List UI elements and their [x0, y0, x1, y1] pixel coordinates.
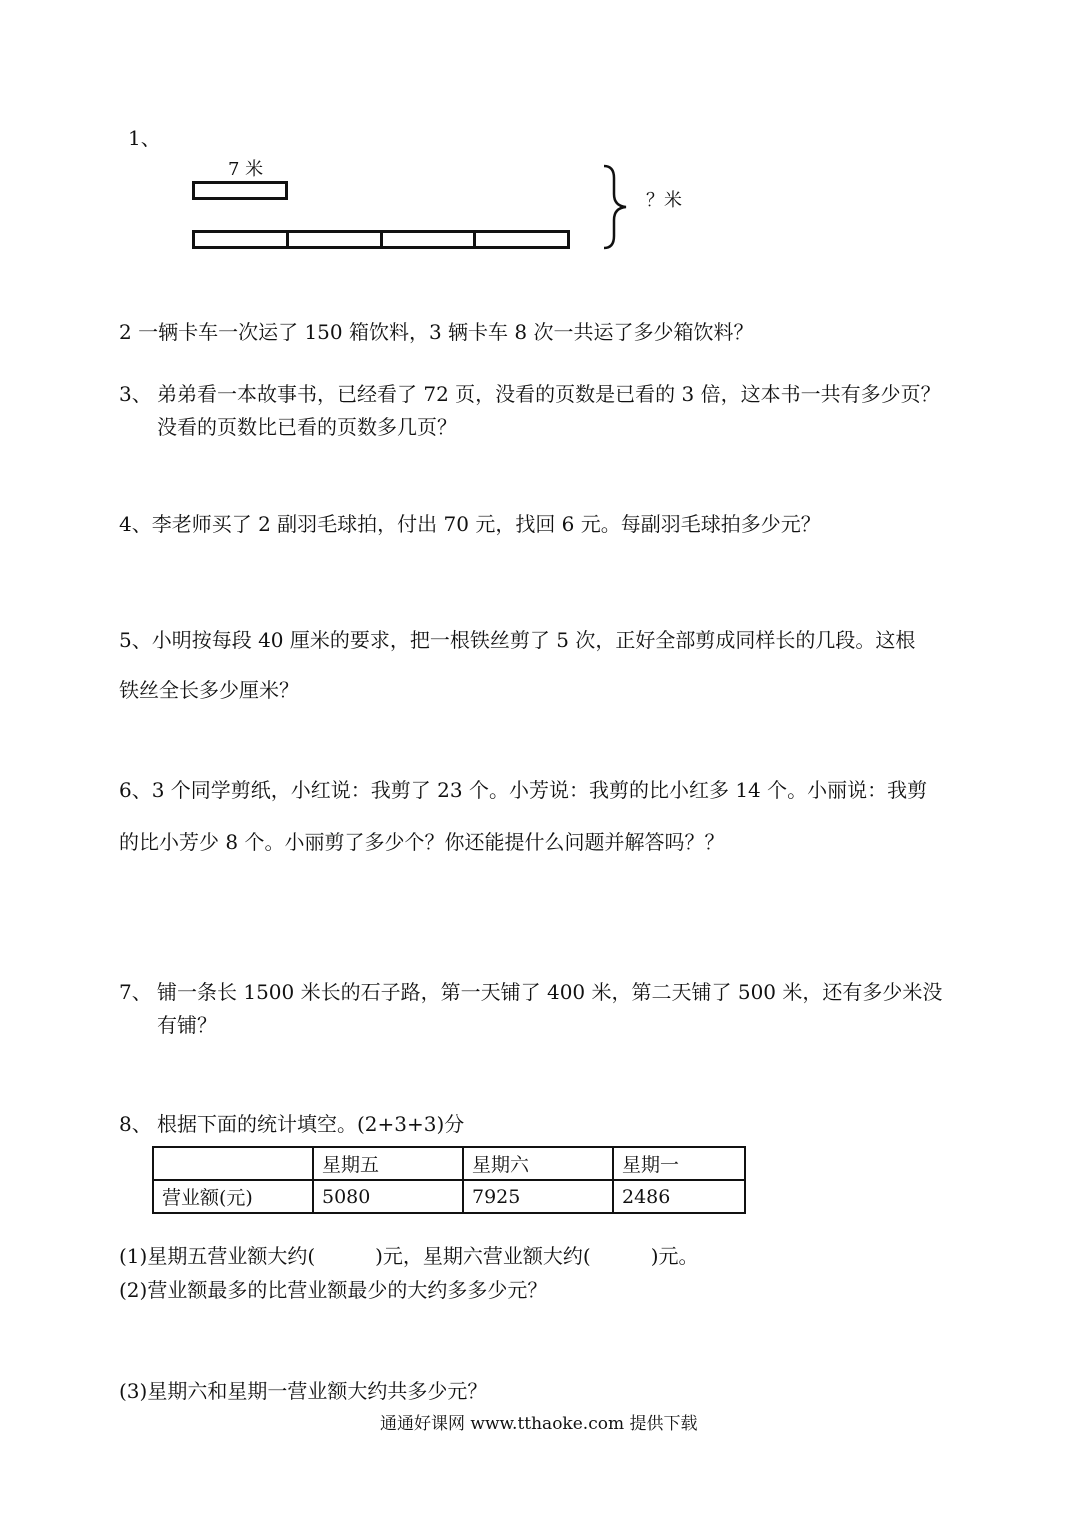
question-3-line2: 没看的页数比已看的页数多几页？	[157, 415, 457, 439]
long-bar-divider	[286, 230, 289, 249]
question-6-line2: 的比小芳少 8 个。小丽剪了多少个？你还能提什么问题并解答吗？？	[119, 830, 725, 854]
question-8-title: 根据下面的统计填空。(2+3+3)分	[157, 1112, 465, 1136]
brace-icon	[600, 164, 634, 250]
q8-number: 8、	[119, 1112, 152, 1136]
question-7-line2: 有铺？	[157, 1013, 217, 1037]
table-cell: 2486	[613, 1180, 745, 1213]
q7-number: 7、	[119, 980, 152, 1004]
table-header-cell: 星期六	[463, 1147, 613, 1180]
table-cell: 5080	[313, 1180, 463, 1213]
question-8-sub3: (3)星期六和星期一营业额大约共多少元？	[119, 1379, 488, 1403]
question-8-sub2: (2)营业额最多的比营业额最少的大约多多少元？	[119, 1278, 548, 1302]
table-row-label: 营业额(元)	[153, 1180, 313, 1213]
question-7-line1: 铺一条长 1500 米长的石子路，第一天铺了 400 米，第二天铺了 500 米，还有多少米没	[157, 980, 943, 1004]
question-5-line2: 铁丝全长多少厘米？	[119, 678, 299, 702]
q1-number: 1、	[128, 126, 161, 150]
table-header-cell: 星期一	[613, 1147, 745, 1180]
question-8-sub1: (1)星期五营业额大约( )元，星期六营业额大约( )元。	[119, 1244, 699, 1268]
table-header-cell: 星期五	[313, 1147, 463, 1180]
question-2: 2 一辆卡车一次运了 150 箱饮料，3 辆卡车 8 次一共运了多少箱饮料？	[119, 320, 754, 344]
question-6-line1: 6、3 个同学剪纸，小红说：我剪了 23 个。小芳说：我剪的比小红多 14 个。小丽说：我剪	[119, 778, 928, 802]
table-header-row	[153, 1147, 745, 1180]
short-bar	[192, 181, 288, 200]
footer-credit: 通通好课网 www.tthaoke.com 提供下载	[380, 1414, 698, 1434]
question-5-line1: 5、小明按每段 40 厘米的要求，把一根铁丝剪了 5 次，正好全部剪成同样长的几段。这根	[119, 628, 916, 652]
table-row	[153, 1180, 745, 1213]
question-3-line1: 弟弟看一本故事书，已经看了 72 页，没看的页数是已看的 3 倍，这本书一共有多少页？	[157, 382, 941, 406]
question-4: 4、李老师买了 2 副羽毛球拍，付出 70 元，找回 6 元。每副羽毛球拍多少元？	[119, 512, 821, 536]
short-bar-label: 7 米	[228, 159, 264, 180]
table-header-cell	[153, 1147, 313, 1180]
long-bar-divider	[473, 230, 476, 249]
table-cell: 7925	[463, 1180, 613, 1213]
q3-number: 3、	[119, 382, 152, 406]
sales-table	[152, 1146, 746, 1214]
long-bar-divider	[380, 230, 383, 249]
total-length-label: ？米	[646, 190, 682, 211]
